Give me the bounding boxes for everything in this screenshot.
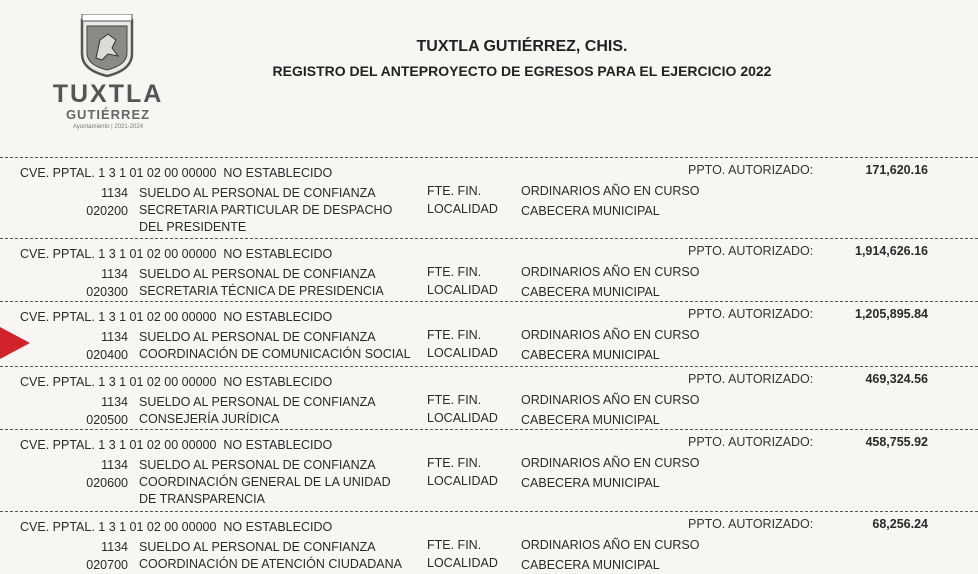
- localidad-label: LOCALIDAD: [427, 202, 498, 216]
- budget-record: [0, 511, 978, 572]
- fte-value: ORDINARIOS AÑO EN CURSO: [521, 265, 700, 279]
- ppto-label: PPTO. AUTORIZADO:: [688, 244, 814, 258]
- partida-code: 1134: [101, 330, 128, 344]
- unit-description: COORDINACIÓN DE ATENCIÓN CIUDADANA: [139, 557, 402, 571]
- budget-record: [0, 429, 978, 511]
- localidad-label: LOCALIDAD: [427, 474, 498, 488]
- record-clave-line: [20, 164, 332, 182]
- budget-record: [0, 301, 978, 366]
- ppto-label: PPTO. AUTORIZADO:: [688, 517, 814, 531]
- localidad-label: LOCALIDAD: [427, 556, 498, 570]
- partida-description: SUELDO AL PERSONAL DE CONFIANZA: [139, 458, 376, 472]
- unit-code: 020400: [86, 348, 128, 362]
- ppto-amount: 171,620.16: [865, 163, 928, 177]
- record-clave-line: [20, 436, 332, 454]
- localidad-value: CABECERA MUNICIPAL: [521, 476, 660, 490]
- estado-value: NO ESTABLECIDO: [223, 520, 333, 534]
- fte-label: FTE. FIN.: [427, 328, 482, 342]
- fte-value: ORDINARIOS AÑO EN CURSO: [521, 456, 700, 470]
- localidad-label: LOCALIDAD: [427, 411, 498, 425]
- ppto-label: PPTO. AUTORIZADO:: [688, 435, 814, 449]
- unit-description: COORDINACIÓN DE COMUNICACIÓN SOCIAL: [139, 347, 411, 361]
- localidad-label: LOCALIDAD: [427, 346, 498, 360]
- partida-code: 1134: [101, 186, 128, 200]
- unit-description: SECRETARIA TÉCNICA DE PRESIDENCIA: [139, 284, 384, 298]
- cve-label: CVE. PPTAL.: [20, 520, 95, 534]
- estado-value: NO ESTABLECIDO: [223, 375, 333, 389]
- record-clave-line: [20, 245, 332, 263]
- ppto-amount: 1,914,626.16: [855, 244, 928, 258]
- clave-value: 1 3 1 01 02 00 00000: [98, 520, 217, 534]
- cve-label: CVE. PPTAL.: [20, 438, 95, 452]
- partida-code: 1134: [101, 395, 128, 409]
- estado-value: NO ESTABLECIDO: [223, 166, 333, 180]
- fte-value: ORDINARIOS AÑO EN CURSO: [521, 393, 700, 407]
- localidad-value: CABECERA MUNICIPAL: [521, 348, 660, 362]
- unit-description: COORDINACIÓN GENERAL DE LA UNIDAD DE TRANSPARENCIA: [139, 475, 391, 506]
- ppto-amount: 458,755.92: [865, 435, 928, 449]
- unit-code: 020300: [86, 285, 128, 299]
- budget-record: [0, 157, 978, 238]
- logo-tagline: Ayuntamiento | 2021-2024: [72, 124, 144, 130]
- document-subtitle: REGISTRO DEL ANTEPROYECTO DE EGRESOS PARA EL EJERCICIO 2022: [272, 63, 772, 79]
- ppto-amount: 68,256.24: [872, 517, 928, 531]
- partida-description: SUELDO AL PERSONAL DE CONFIANZA: [139, 186, 376, 200]
- record-clave-line: [20, 308, 332, 326]
- partida-description: SUELDO AL PERSONAL DE CONFIANZA: [139, 540, 376, 554]
- localidad-value: CABECERA MUNICIPAL: [521, 204, 660, 218]
- ppto-label: PPTO. AUTORIZADO:: [688, 163, 814, 177]
- cve-label: CVE. PPTAL.: [20, 247, 95, 261]
- estado-value: NO ESTABLECIDO: [223, 247, 333, 261]
- logo-name-line1: TUXTLA: [52, 80, 164, 108]
- partida-code: 1134: [101, 540, 128, 554]
- estado-value: NO ESTABLECIDO: [223, 310, 333, 324]
- fte-value: ORDINARIOS AÑO EN CURSO: [521, 538, 700, 552]
- fte-label: FTE. FIN.: [427, 456, 482, 470]
- localidad-value: CABECERA MUNICIPAL: [521, 285, 660, 299]
- clave-value: 1 3 1 01 02 00 00000: [98, 166, 217, 180]
- ppto-label: PPTO. AUTORIZADO:: [688, 372, 814, 386]
- unit-code: 020500: [86, 413, 128, 427]
- record-clave-line: [20, 518, 332, 536]
- partida-code: 1134: [101, 267, 128, 281]
- unit-code: 020700: [86, 558, 128, 572]
- cve-label: CVE. PPTAL.: [20, 310, 95, 324]
- clave-value: 1 3 1 01 02 00 00000: [98, 438, 217, 452]
- ppto-label: PPTO. AUTORIZADO:: [688, 307, 814, 321]
- budget-record: [0, 366, 978, 429]
- partida-description: SUELDO AL PERSONAL DE CONFIANZA: [139, 330, 376, 344]
- budget-records: [0, 157, 978, 572]
- unit-code: 020200: [86, 204, 128, 218]
- fte-value: ORDINARIOS AÑO EN CURSO: [521, 184, 700, 198]
- fte-value: ORDINARIOS AÑO EN CURSO: [521, 328, 700, 342]
- partida-code: 1134: [101, 458, 128, 472]
- partida-description: SUELDO AL PERSONAL DE CONFIANZA: [139, 267, 376, 281]
- clave-value: 1 3 1 01 02 00 00000: [98, 247, 217, 261]
- cve-label: CVE. PPTAL.: [20, 375, 95, 389]
- fte-label: FTE. FIN.: [427, 538, 482, 552]
- budget-record: [0, 238, 978, 301]
- fte-label: FTE. FIN.: [427, 184, 482, 198]
- ppto-amount: 1,205,895.84: [855, 307, 928, 321]
- localidad-value: CABECERA MUNICIPAL: [521, 558, 660, 572]
- localidad-label: LOCALIDAD: [427, 283, 498, 297]
- record-clave-line: [20, 373, 332, 391]
- partida-description: SUELDO AL PERSONAL DE CONFIANZA: [139, 395, 376, 409]
- fte-label: FTE. FIN.: [427, 265, 482, 279]
- logo-name-line2: GUTIÉRREZ: [65, 107, 151, 122]
- ppto-amount: 469,324.56: [865, 372, 928, 386]
- clave-value: 1 3 1 01 02 00 00000: [98, 375, 217, 389]
- localidad-value: CABECERA MUNICIPAL: [521, 413, 660, 427]
- cve-label: CVE. PPTAL.: [20, 166, 95, 180]
- document-title: TUXTLA GUTIÉRREZ, CHIS.: [416, 38, 628, 55]
- fte-label: FTE. FIN.: [427, 393, 482, 407]
- estado-value: NO ESTABLECIDO: [223, 438, 333, 452]
- unit-description: CONSEJERÍA JURÍDICA: [139, 412, 280, 426]
- unit-description: SECRETARIA PARTICULAR DE DESPACHO DEL PRESIDENTE: [139, 203, 393, 234]
- clave-value: 1 3 1 01 02 00 00000: [98, 310, 217, 324]
- unit-code: 020600: [86, 476, 128, 490]
